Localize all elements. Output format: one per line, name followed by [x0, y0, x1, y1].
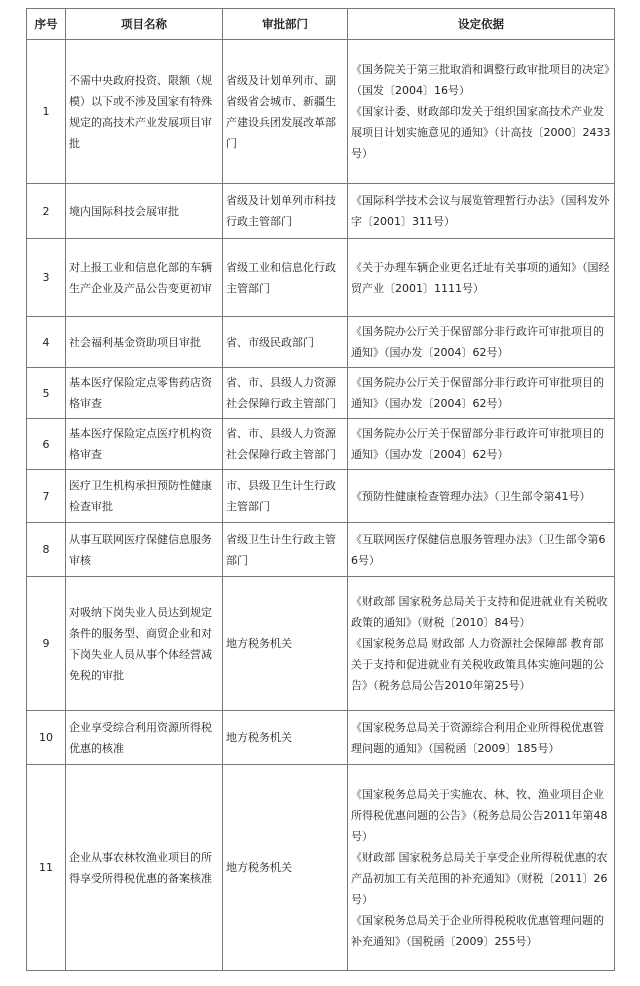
basis-document: 《国家税务总局关于实施农、林、牧、渔业项目企业所得税优惠问题的公告》（税务总局公告2011年第48号） [351, 787, 608, 843]
basis-document: 《关于办理车辆企业更名迁址有关事项的通知》（国经贸产业〔2001〕1111号） [351, 260, 610, 295]
row-serial-number: 3 [27, 239, 66, 317]
table-header-row [27, 9, 615, 40]
row-item-name: 基本医疗保险定点医疗机构资格审查 [66, 419, 223, 470]
row-serial-number: 6 [27, 419, 66, 470]
basis-document: 《国家计委、财政部印发关于组织国家高技术产业发展项目计划实施意见的通知》（计高技〔2000〕2433号） [351, 105, 611, 160]
row-serial-number: 4 [27, 317, 66, 368]
row-approval-department: 市、县级卫生计生行政主管部门 [223, 470, 348, 523]
table-row [27, 523, 615, 577]
row-item-name: 企业从事农林牧渔业项目的所得享受所得税优惠的备案核准 [66, 765, 223, 971]
basis-document: 《国家税务总局关于企业所得税税收优惠管理问题的补充通知》（国税函〔2009〕255号） [351, 913, 604, 948]
row-item-name: 医疗卫生机构承担预防性健康检查审批 [66, 470, 223, 523]
row-serial-number: 5 [27, 368, 66, 419]
row-legal-basis [348, 317, 615, 368]
row-approval-department: 省级工业和信息化行政主管部门 [223, 239, 348, 317]
table-row [27, 368, 615, 419]
row-approval-department: 地方税务机关 [223, 577, 348, 711]
row-item-name: 对上报工业和信息化部的车辆生产企业及产品公告变更初审 [66, 239, 223, 317]
row-legal-basis [348, 523, 615, 577]
row-serial-number: 9 [27, 577, 66, 711]
table-row [27, 184, 615, 239]
row-approval-department: 省、市、县级人力资源社会保障行政主管部门 [223, 368, 348, 419]
row-legal-basis [348, 239, 615, 317]
header-item-name: 项目名称 [66, 9, 223, 40]
table-row [27, 40, 615, 184]
approval-items-table [26, 8, 615, 971]
row-approval-department: 省级及计划单列市、副省级省会城市、新疆生产建设兵团发展改革部门 [223, 40, 348, 184]
basis-document: 《财政部 国家税务总局关于支持和促进就业有关税收政策的通知》（财税〔2010〕84号） [351, 595, 608, 629]
row-serial-number: 2 [27, 184, 66, 239]
row-item-name: 对吸纳下岗失业人员达到规定条件的服务型、商贸企业和对下岗失业人员从事个体经营减免税的审批 [66, 577, 223, 711]
row-legal-basis [348, 419, 615, 470]
basis-document: 《财政部 国家税务总局关于享受企业所得税优惠的农产品初加工有关范围的补充通知》（财税〔2011〕26号） [351, 850, 608, 906]
table-row [27, 239, 615, 317]
row-approval-department: 省、市、县级人力资源社会保障行政主管部门 [223, 419, 348, 470]
basis-document: 《国家税务总局关于资源综合利用企业所得税优惠管理问题的通知》（国税函〔2009〕185号） [351, 720, 604, 755]
table-row [27, 470, 615, 523]
row-item-name: 不需中央政府投资、限额（规模）以下或不涉及国家有特殊规定的高技术产业发展项目审批 [66, 40, 223, 184]
basis-document: 《国务院办公厅关于保留部分非行政许可审批项目的通知》（国办发〔2004〕62号） [351, 325, 604, 359]
basis-document: 《预防性健康检查管理办法》（卫生部令第41号） [351, 489, 591, 503]
approval-items-document [26, 8, 614, 971]
header-legal-basis: 设定依据 [348, 9, 615, 40]
row-serial-number: 8 [27, 523, 66, 577]
row-serial-number: 11 [27, 765, 66, 971]
row-legal-basis [348, 40, 615, 184]
row-approval-department: 地方税务机关 [223, 711, 348, 765]
row-approval-department: 省级及计划单列市科技行政主管部门 [223, 184, 348, 239]
table-row [27, 765, 615, 971]
row-item-name: 基本医疗保险定点零售药店资格审查 [66, 368, 223, 419]
row-item-name: 企业享受综合利用资源所得税优惠的核准 [66, 711, 223, 765]
table-row [27, 577, 615, 711]
header-serial-number: 序号 [27, 9, 66, 40]
row-serial-number: 1 [27, 40, 66, 184]
basis-document: 《国际科学技术会议与展览管理暂行办法》（国科发外字〔2001〕311号） [351, 194, 610, 228]
row-legal-basis [348, 470, 615, 523]
table-row [27, 419, 615, 470]
row-item-name: 社会福利基金资助项目审批 [66, 317, 223, 368]
basis-document: 《国务院办公厅关于保留部分非行政许可审批项目的通知》（国办发〔2004〕62号） [351, 376, 604, 410]
row-approval-department: 省级卫生计生行政主管部门 [223, 523, 348, 577]
row-approval-department: 地方税务机关 [223, 765, 348, 971]
row-legal-basis [348, 368, 615, 419]
row-legal-basis [348, 765, 615, 971]
basis-document: 《国务院关于第三批取消和调整行政审批项目的决定》（国发〔2004〕16号） [351, 63, 610, 97]
row-legal-basis [348, 184, 615, 239]
header-approval-department: 审批部门 [223, 9, 348, 40]
basis-document: 《互联网医疗保健信息服务管理办法》（卫生部令第66号） [351, 532, 606, 567]
row-legal-basis [348, 711, 615, 765]
row-serial-number: 7 [27, 470, 66, 523]
row-legal-basis [348, 577, 615, 711]
table-row [27, 711, 615, 765]
table-row [27, 317, 615, 368]
basis-document: 《国家税务总局 财政部 人力资源社会保障部 教育部关于支持和促进就业有关税收政策具体实施问题的公告》（税务总局公告2010年第25号） [351, 637, 604, 692]
row-approval-department: 省、市级民政部门 [223, 317, 348, 368]
row-item-name: 境内国际科技会展审批 [66, 184, 223, 239]
row-item-name: 从事互联网医疗保健信息服务审核 [66, 523, 223, 577]
row-serial-number: 10 [27, 711, 66, 765]
basis-document: 《国务院办公厅关于保留部分非行政许可审批项目的通知》（国办发〔2004〕62号） [351, 427, 604, 461]
